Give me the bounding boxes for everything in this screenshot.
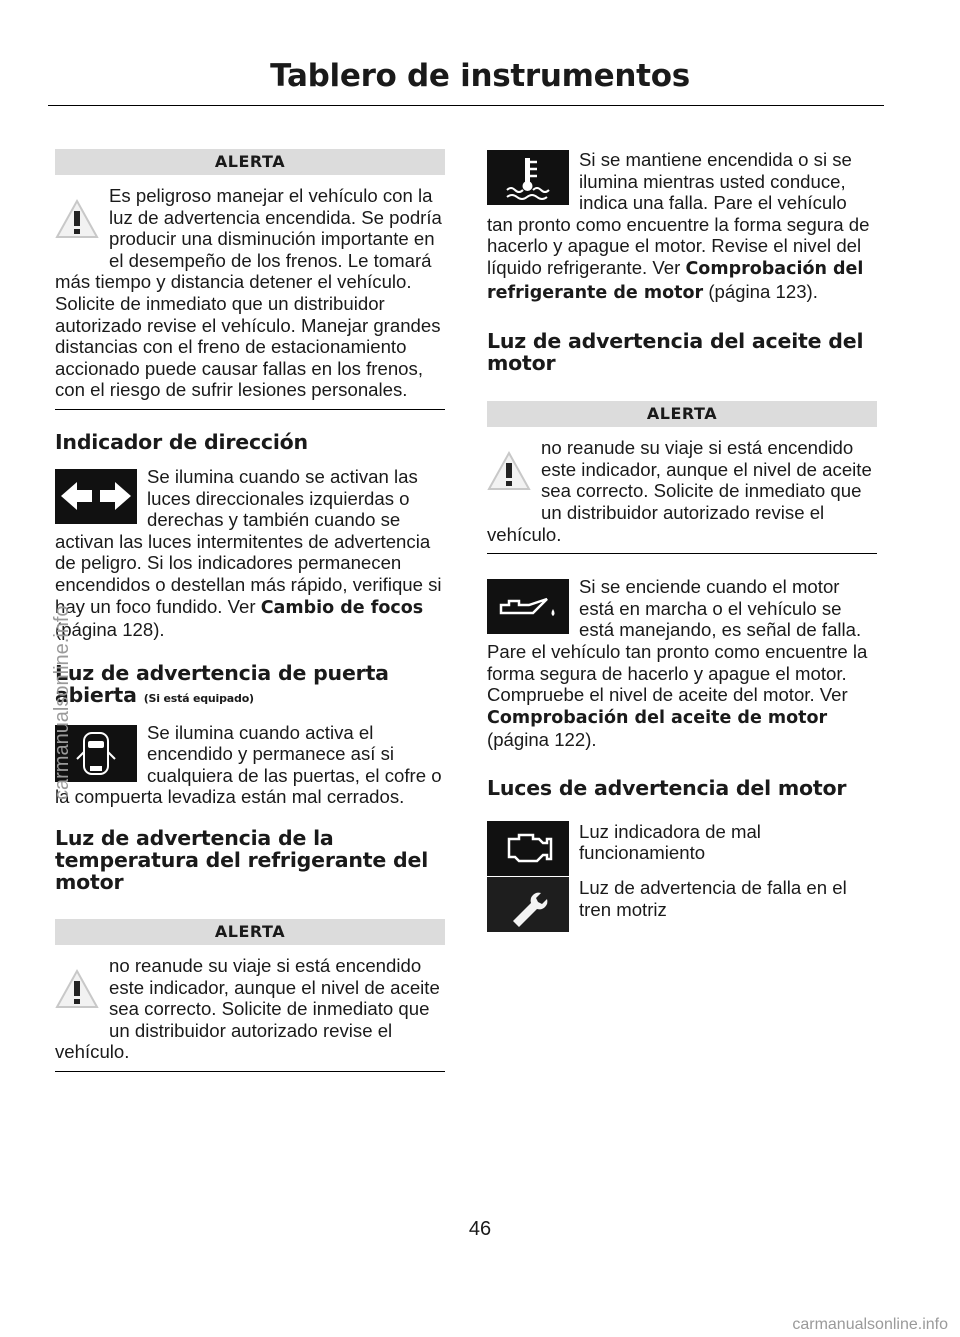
- alert-banner: ALERTA: [55, 919, 445, 945]
- equipped-note: (Si está equipado): [143, 691, 254, 705]
- direction-text: Se ilumina cuando se activan las luces direccionales izquierdas o derechas y también cuando se activan las luces intermitentes de advertencia de peligro. Si los indicadores permanecen encendidos o destellan más rápido, verifique si hay un foco fundido. Ver Cambio de focos (página 128).: [55, 465, 442, 641]
- divider: [487, 553, 877, 554]
- alert-block: [487, 437, 877, 545]
- watermark-bottom: carmanualsonline.info: [792, 1316, 948, 1333]
- door-block: [55, 722, 445, 808]
- section-heading: Luz de advertencia de puerta abierta (Si está equipado): [55, 660, 389, 707]
- title-divider: [48, 105, 884, 106]
- link-cambio-focos[interactable]: Cambio de focos: [260, 597, 424, 618]
- wrench-icon: [487, 877, 569, 932]
- alert-banner: ALERTA: [55, 149, 445, 175]
- section-heading: Luces de advertencia del motor: [487, 775, 847, 800]
- oil-pressure-icon: [487, 579, 569, 634]
- section-heading: Indicador de dirección: [55, 429, 308, 454]
- check-engine-icon: [487, 821, 569, 876]
- page-number: 46: [468, 1218, 492, 1240]
- left-column: [55, 149, 445, 1072]
- alert-text: no reanude su viaje si está encendido este indicador, aunque el nivel de aceite sea correcto. Solicite de inmediato que un distribuidor autorizado revise el vehículo.: [55, 955, 440, 1063]
- oil-block: [487, 576, 877, 751]
- door-text: Se ilumina cuando activa el encendido y permanece así si cualquiera de las puertas, el cofre o la compuerta levadiza están mal cerrados.: [55, 721, 442, 808]
- alert-text: no reanude su viaje si está encendido este indicador, aunque el nivel de aceite sea correcto. Solicite de inmediato que un distribuidor autorizado revise el vehículo.: [487, 437, 872, 545]
- coolant-block: [487, 149, 877, 304]
- section-heading: Luz de advertencia del aceite del motor: [487, 329, 864, 376]
- divider: [55, 1071, 445, 1072]
- powertrain-row: [487, 877, 877, 920]
- svg-text:carmanualsonline.info: carmanualsonline.info: [51, 605, 73, 800]
- section-heading: Luz de advertencia de la temperatura del refrigerante del motor: [55, 826, 429, 895]
- right-column: [487, 149, 877, 932]
- direction-block: [55, 466, 445, 641]
- warning-triangle-icon: [487, 451, 531, 503]
- warning-triangle-icon: [55, 199, 99, 251]
- alert-block: [55, 185, 445, 401]
- mil-label: Luz indicadora de mal funcionamiento: [579, 820, 761, 864]
- watermark-side: [51, 500, 78, 800]
- alert-banner: ALERTA: [487, 401, 877, 427]
- powertrain-label: Luz de advertencia de falla en el tren motriz: [579, 877, 847, 920]
- warning-triangle-icon: [55, 969, 99, 1021]
- coolant-temperature-icon: [487, 150, 569, 205]
- coolant-text: Si se mantiene encendida o si se ilumina mientras usted conduce, indica una falla. Pare el vehículo tan pronto como encuentre la forma segura de hacerlo y apague el motor. Revise el nivel del líquido refrigerante. Ver Comprobación del refrigerante de motor (página 123).: [487, 149, 870, 303]
- divider: [55, 409, 445, 410]
- alert-text: Es peligroso manejar el vehículo con la luz de advertencia encendida. Se podría producir una disminución importante en el desempeño de los frenos. Le tomará más tiempo y distancia detener el vehículo. Solicite de inmediato que un distribuidor autorizado revise el vehículo. Manejar grandes distancias con el freno de estacionamiento accionado puede causar fallas en los frenos, con el riesgo de sufrir lesiones personales.: [55, 185, 442, 401]
- link-comprobacion-refrigerante[interactable]: Comprobación del refrigerante de motor: [487, 258, 864, 303]
- alert-block: [55, 955, 445, 1063]
- oil-text: Si se enciende cuando el motor está en marcha o el vehículo se está manejando, es señal de falla. Pare el vehículo tan pronto como encuentre la forma segura de hacerlo y apague el motor. Compruebe el nivel de aceite del motor. Ver Comprobación del aceite de motor (página 122).: [487, 576, 868, 751]
- link-comprobacion-aceite[interactable]: Comprobación del aceite de motor: [487, 707, 828, 728]
- page-title: Tablero de instrumentos: [270, 58, 690, 94]
- mil-row: [487, 821, 877, 864]
